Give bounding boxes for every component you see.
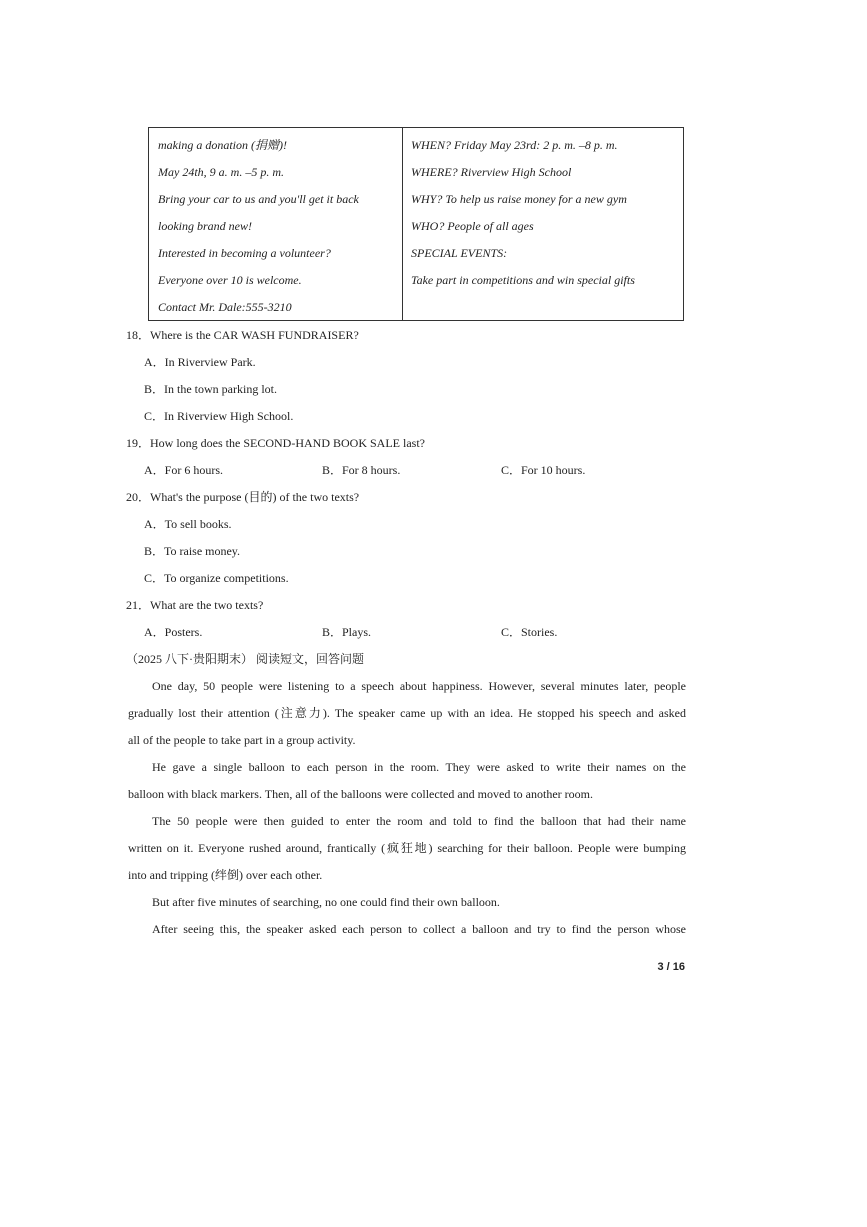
question-20-option-a: A．To sell books. bbox=[144, 517, 232, 531]
notice-table bbox=[148, 127, 684, 321]
passage-line: all of the people to take part in a group activity. bbox=[128, 733, 356, 747]
question-19-option-a: A．For 6 hours. bbox=[144, 463, 224, 477]
question-21-option-a: A．Posters. bbox=[144, 625, 203, 639]
question-19-option-c: C．For 10 hours. bbox=[501, 463, 586, 477]
notice-left-line: May 24th, 9 a. m. –5 p. m. bbox=[158, 165, 284, 179]
notice-left-column bbox=[149, 128, 403, 320]
notice-left-line: Interested in becoming a volunteer? bbox=[158, 246, 331, 260]
passage-line: into and tripping (绊倒) over each other. bbox=[128, 868, 323, 882]
passage-line: He gave a single balloon to each person in the room. They were asked to write their names on the bbox=[152, 760, 686, 774]
notice-left-line: looking brand new! bbox=[158, 219, 252, 233]
notice-left-line: Bring your car to us and you'll get it back bbox=[158, 192, 359, 206]
passage-line: gradually lost their attention (注意力). The speaker came up with an idea. He stopped his speech and asked bbox=[128, 706, 686, 720]
reading-passage bbox=[128, 678, 686, 948]
question-18-option-c: C．In Riverview High School. bbox=[144, 409, 294, 423]
question-20-option-b: B．To raise money. bbox=[144, 544, 241, 558]
question-18-option-a: A．In Riverview Park. bbox=[144, 355, 256, 369]
passage-line: After seeing this, the speaker asked each person to collect a balloon and try to find the person whose bbox=[152, 922, 686, 936]
notice-right-line: WHO? People of all ages bbox=[411, 219, 534, 233]
passage-line: written on it. Everyone rushed around, frantically (疯狂地) searching for their balloon. People were bumping bbox=[128, 841, 686, 855]
question-19-stem: 19．How long does the SECOND-HAND BOOK SALE last? bbox=[126, 436, 425, 450]
question-18-option-b: B．In the town parking lot. bbox=[144, 382, 277, 396]
page-number: 3 / 16 bbox=[657, 961, 685, 973]
question-21-option-c: C．Stories. bbox=[501, 625, 558, 639]
notice-right-line: SPECIAL EVENTS: bbox=[411, 246, 508, 260]
notice-right-line: Take part in competitions and win special gifts bbox=[411, 273, 635, 287]
question-20-option-c: C．To organize competitions. bbox=[144, 571, 289, 585]
notice-left-line: Contact Mr. Dale:555-3210 bbox=[158, 300, 292, 314]
notice-right-line: WHEN? Friday May 23rd: 2 p. m. –8 p. m. bbox=[411, 138, 618, 152]
question-19-option-b: B．For 8 hours. bbox=[322, 463, 401, 477]
passage-line: One day, 50 people were listening to a speech about happiness. However, several minutes later, people bbox=[152, 679, 686, 693]
passage-line: But after five minutes of searching, no one could find their own balloon. bbox=[152, 895, 500, 909]
notice-left-line: making a donation (捐赠)! bbox=[158, 138, 287, 152]
question-21-option-b: B．Plays. bbox=[322, 625, 372, 639]
notice-right-column bbox=[403, 128, 683, 320]
section-source-line: （2025 八下·贵阳期末） 阅读短文，回答问题 bbox=[126, 652, 364, 666]
question-21-stem: 21．What are the two texts? bbox=[126, 598, 264, 612]
passage-line: balloon with black markers. Then, all of the balloons were collected and moved to another room. bbox=[128, 787, 593, 801]
question-20-stem: 20．What's the purpose (目的) of the two texts? bbox=[126, 490, 360, 504]
notice-right-line: WHY? To help us raise money for a new gym bbox=[411, 192, 627, 206]
notice-right-line: WHERE? Riverview High School bbox=[411, 165, 572, 179]
passage-line: The 50 people were then guided to enter the room and told to find the balloon that had their name bbox=[152, 814, 686, 828]
notice-left-line: Everyone over 10 is welcome. bbox=[158, 273, 302, 287]
question-18-stem: 18．Where is the CAR WASH FUNDRAISER? bbox=[126, 328, 359, 342]
